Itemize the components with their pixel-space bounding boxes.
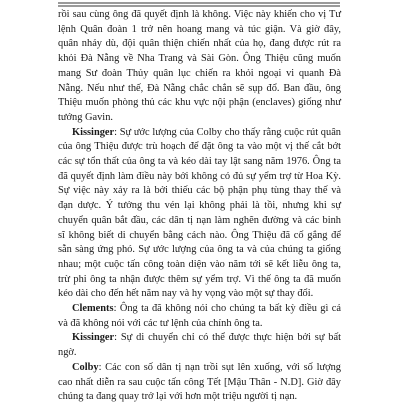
paragraph-3: [58, 302, 341, 331]
speaker-name: Clements: [72, 303, 114, 315]
speaker-name: Kissinger: [72, 332, 115, 344]
paragraph-text: : Ông ta đã không nói cho chúng ta bất kỳ điều gì cả và đã không nói với các tư lệnh của chính ông ta.: [58, 303, 341, 329]
header-rule: [58, 2, 340, 7]
paragraph-4: [58, 331, 341, 360]
speaker-name: Kissinger: [72, 126, 115, 138]
paragraph-text: : Các con số dân tị nạn trồi sụt lên xuống, với số lượng cao nhất diễn ra sau cuộc tấn công Tết [Mậu Thân - N.D]. Giờ đây chúng ta đang quay trở lại với hơn một triệu người tị nạn.: [58, 361, 341, 403]
paragraph-text: rồi sau cùng ông đã quyết định là không. Việc này khiến cho vị Tư lệnh Quân đoàn 1 trở nên hoang mang và túc giận. Và giờ đây, quân nhảy dù, đội quân thiện chiến nhất của họ, đang được rút ra khỏi Đà Nẵng về Nha Trang và Sài Gòn. Ông Thiệu cũng muốn mang Sư đoàn Thủy quân lục chiến ra khỏi ngoại vi quanh Đà Nẵng. Nếu như thế, Đà Nẵng chắc chắn sẽ sụp đổ. Ban đầu, ông Thiệu muốn phòng thủ các khu vực nội phận (enclaves) giống như tướng Gavin.: [58, 9, 341, 123]
paragraph-text: : Sự di chuyển chỉ có thể được thực hiện bởi sự bất ngờ.: [58, 332, 341, 359]
speaker-name: Colby: [72, 361, 99, 373]
paragraph-5: [58, 361, 341, 405]
paragraph-text: : Sự ước lượng của Colby cho thấy rằng cuộc rút quân của ông Thiệu được trù hoạch để đặt ông ta vào một vị thế cắt bớt các sự tổn thất của ông ta và kéo dài tay lật sang năm 1976. Ông ta đã quyết định làm điều này bởi không có đủ sự yểm trợ từ Hoa Kỳ. Sự việc này xảy ra là bởi thiếu các bộ phận phụ tùng thay thế và đạn dược. Ý tưởng thu vén lại không phải là tồi, nhưng khi sự chuyển quân bắt đầu, các dân tị nạn làm nghẽn đường và các binh sĩ không biết di chuyển bằng cách nào. Ông Thiệu đã cố gắng để sẵn sàng ứng phó. Sự ước lượng của ông ta và của chúng ta giống nhau; một cuộc tấn công toàn diện vào năm tới sẽ kết liễu ông ta, trừ phi ông ta nhận được thêm sự yểm trợ. Vì thế ông ta đã muốn kéo dài cho đến hết năm nay và hy vọng vào một sự thay đổi.: [58, 126, 341, 300]
paragraph-2: [58, 126, 341, 302]
paragraph-1: [58, 8, 341, 126]
document-body: [58, 8, 341, 405]
